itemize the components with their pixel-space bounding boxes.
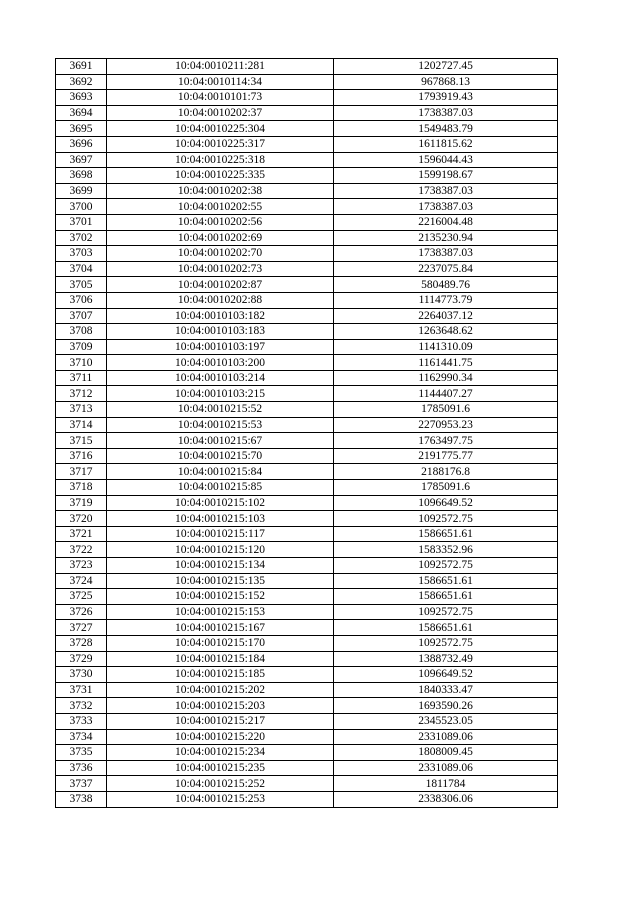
value-cell: 1611815.62 <box>334 136 558 152</box>
cadastral-number-cell: 10:04:0010215:253 <box>107 791 334 807</box>
row-number-cell: 3711 <box>56 370 107 386</box>
table-row <box>56 604 558 620</box>
cadastral-number-cell: 10:04:0010202:55 <box>107 199 334 215</box>
value-cell: 1092572.75 <box>334 511 558 527</box>
value-cell: 1586651.61 <box>334 573 558 589</box>
row-number-cell: 3703 <box>56 246 107 262</box>
row-number-cell: 3696 <box>56 136 107 152</box>
cadastral-number-cell: 10:04:0010215:152 <box>107 589 334 605</box>
row-number-cell: 3723 <box>56 558 107 574</box>
table-row <box>56 308 558 324</box>
table-row <box>56 558 558 574</box>
table-row <box>56 760 558 776</box>
row-number-cell: 3733 <box>56 713 107 729</box>
cadastral-number-cell: 10:04:0010202:38 <box>107 183 334 199</box>
table-row <box>56 573 558 589</box>
row-number-cell: 3712 <box>56 386 107 402</box>
cadastral-number-cell: 10:04:0010215:84 <box>107 464 334 480</box>
table-row <box>56 402 558 418</box>
value-cell: 1793919.43 <box>334 90 558 106</box>
value-cell: 1549483.79 <box>334 121 558 137</box>
value-cell: 1738387.03 <box>334 246 558 262</box>
cadastral-number-cell: 10:04:0010103:200 <box>107 355 334 371</box>
row-number-cell: 3694 <box>56 105 107 121</box>
row-number-cell: 3724 <box>56 573 107 589</box>
value-cell: 2345523.05 <box>334 713 558 729</box>
row-number-cell: 3736 <box>56 760 107 776</box>
cadastral-number-cell: 10:04:0010202:70 <box>107 246 334 262</box>
table-row <box>56 495 558 511</box>
cadastral-number-cell: 10:04:0010215:103 <box>107 511 334 527</box>
cadastral-number-cell: 10:04:0010215:120 <box>107 542 334 558</box>
table-row <box>56 729 558 745</box>
value-cell: 2331089.06 <box>334 760 558 776</box>
table-row <box>56 183 558 199</box>
cadastral-number-cell: 10:04:0010215:85 <box>107 480 334 496</box>
table-row <box>56 370 558 386</box>
cadastral-number-cell: 10:04:0010215:153 <box>107 604 334 620</box>
value-cell: 1738387.03 <box>334 105 558 121</box>
cadastral-number-cell: 10:04:0010215:135 <box>107 573 334 589</box>
row-number-cell: 3701 <box>56 214 107 230</box>
value-cell: 1808009.45 <box>334 745 558 761</box>
value-cell: 1785091.6 <box>334 402 558 418</box>
row-number-cell: 3691 <box>56 59 107 75</box>
cadastral-number-cell: 10:04:0010215:220 <box>107 729 334 745</box>
table-row <box>56 713 558 729</box>
table-row <box>56 292 558 308</box>
table-row <box>56 682 558 698</box>
cadastral-number-cell: 10:04:0010215:52 <box>107 402 334 418</box>
value-cell: 1738387.03 <box>334 199 558 215</box>
cadastral-number-cell: 10:04:0010103:214 <box>107 370 334 386</box>
value-cell: 1599198.67 <box>334 168 558 184</box>
value-cell: 1096649.52 <box>334 495 558 511</box>
value-cell: 1161441.75 <box>334 355 558 371</box>
table-row <box>56 324 558 340</box>
value-cell: 967868.13 <box>334 74 558 90</box>
row-number-cell: 3717 <box>56 464 107 480</box>
row-number-cell: 3715 <box>56 433 107 449</box>
value-cell: 1763497.75 <box>334 433 558 449</box>
row-number-cell: 3732 <box>56 698 107 714</box>
row-number-cell: 3719 <box>56 495 107 511</box>
table-row <box>56 776 558 792</box>
table-row <box>56 620 558 636</box>
table-row <box>56 589 558 605</box>
row-number-cell: 3700 <box>56 199 107 215</box>
value-cell: 1388732.49 <box>334 651 558 667</box>
row-number-cell: 3718 <box>56 480 107 496</box>
value-cell: 1596044.43 <box>334 152 558 168</box>
row-number-cell: 3735 <box>56 745 107 761</box>
cadastral-number-cell: 10:04:0010114:34 <box>107 74 334 90</box>
row-number-cell: 3737 <box>56 776 107 792</box>
row-number-cell: 3706 <box>56 292 107 308</box>
cadastral-number-cell: 10:04:0010215:252 <box>107 776 334 792</box>
value-cell: 1263648.62 <box>334 324 558 340</box>
value-cell: 580489.76 <box>334 277 558 293</box>
cadastral-number-cell: 10:04:0010215:234 <box>107 745 334 761</box>
row-number-cell: 3698 <box>56 168 107 184</box>
cadastral-number-cell: 10:04:0010103:197 <box>107 339 334 355</box>
cadastral-number-cell: 10:04:0010202:69 <box>107 230 334 246</box>
table-row <box>56 214 558 230</box>
cadastral-number-cell: 10:04:0010215:167 <box>107 620 334 636</box>
cadastral-number-cell: 10:04:0010225:335 <box>107 168 334 184</box>
value-cell: 1738387.03 <box>334 183 558 199</box>
row-number-cell: 3699 <box>56 183 107 199</box>
value-cell: 1583352.96 <box>334 542 558 558</box>
row-number-cell: 3720 <box>56 511 107 527</box>
row-number-cell: 3726 <box>56 604 107 620</box>
value-cell: 1785091.6 <box>334 480 558 496</box>
cadastral-number-cell: 10:04:0010225:304 <box>107 121 334 137</box>
value-cell: 1811784 <box>334 776 558 792</box>
cadastral-number-cell: 10:04:0010225:317 <box>107 136 334 152</box>
cadastral-number-cell: 10:04:0010202:73 <box>107 261 334 277</box>
value-cell: 1162990.34 <box>334 370 558 386</box>
cadastral-number-cell: 10:04:0010215:185 <box>107 667 334 683</box>
value-cell: 1840333.47 <box>334 682 558 698</box>
table-row <box>56 105 558 121</box>
row-number-cell: 3725 <box>56 589 107 605</box>
cadastral-number-cell: 10:04:0010215:235 <box>107 760 334 776</box>
table-row <box>56 745 558 761</box>
table-row <box>56 542 558 558</box>
table-row <box>56 74 558 90</box>
cadastral-number-cell: 10:04:0010215:184 <box>107 651 334 667</box>
table-row <box>56 121 558 137</box>
row-number-cell: 3702 <box>56 230 107 246</box>
cadastral-number-cell: 10:04:0010202:88 <box>107 292 334 308</box>
row-number-cell: 3707 <box>56 308 107 324</box>
cadastral-number-cell: 10:04:0010215:203 <box>107 698 334 714</box>
value-cell: 2338306.06 <box>334 791 558 807</box>
value-cell: 2237075.84 <box>334 261 558 277</box>
table-row <box>56 152 558 168</box>
value-cell: 1586651.61 <box>334 589 558 605</box>
cadastral-number-cell: 10:04:0010202:87 <box>107 277 334 293</box>
row-number-cell: 3722 <box>56 542 107 558</box>
table-row <box>56 698 558 714</box>
value-cell: 1092572.75 <box>334 604 558 620</box>
value-cell: 2216004.48 <box>334 214 558 230</box>
cadastral-number-cell: 10:04:0010215:102 <box>107 495 334 511</box>
cadastral-number-cell: 10:04:0010103:183 <box>107 324 334 340</box>
value-cell: 1096649.52 <box>334 667 558 683</box>
value-cell: 1092572.75 <box>334 635 558 651</box>
cadastral-number-cell: 10:04:0010211:281 <box>107 59 334 75</box>
table-row <box>56 433 558 449</box>
row-number-cell: 3705 <box>56 277 107 293</box>
row-number-cell: 3714 <box>56 417 107 433</box>
cadastral-number-cell: 10:04:0010225:318 <box>107 152 334 168</box>
row-number-cell: 3693 <box>56 90 107 106</box>
value-cell: 1092572.75 <box>334 558 558 574</box>
table-row <box>56 277 558 293</box>
table-row <box>56 90 558 106</box>
cadastral-number-cell: 10:04:0010101:73 <box>107 90 334 106</box>
cadastral-number-cell: 10:04:0010202:37 <box>107 105 334 121</box>
table-row <box>56 136 558 152</box>
cadastral-number-cell: 10:04:0010215:53 <box>107 417 334 433</box>
row-number-cell: 3734 <box>56 729 107 745</box>
table-row <box>56 526 558 542</box>
row-number-cell: 3738 <box>56 791 107 807</box>
value-cell: 1586651.61 <box>334 526 558 542</box>
cadastral-number-cell: 10:04:0010215:217 <box>107 713 334 729</box>
table-row <box>56 168 558 184</box>
value-cell: 2264037.12 <box>334 308 558 324</box>
row-number-cell: 3704 <box>56 261 107 277</box>
row-number-cell: 3695 <box>56 121 107 137</box>
table-row <box>56 635 558 651</box>
value-cell: 1586651.61 <box>334 620 558 636</box>
table-row <box>56 386 558 402</box>
value-cell: 2191775.77 <box>334 448 558 464</box>
table-row <box>56 230 558 246</box>
row-number-cell: 3710 <box>56 355 107 371</box>
table-row <box>56 199 558 215</box>
row-number-cell: 3716 <box>56 448 107 464</box>
row-number-cell: 3730 <box>56 667 107 683</box>
value-cell: 2135230.94 <box>334 230 558 246</box>
row-number-cell: 3692 <box>56 74 107 90</box>
table-body <box>56 59 558 808</box>
row-number-cell: 3721 <box>56 526 107 542</box>
cadastral-number-cell: 10:04:0010103:215 <box>107 386 334 402</box>
value-cell: 2331089.06 <box>334 729 558 745</box>
row-number-cell: 3709 <box>56 339 107 355</box>
cadastral-number-cell: 10:04:0010215:70 <box>107 448 334 464</box>
row-number-cell: 3713 <box>56 402 107 418</box>
table-row <box>56 651 558 667</box>
value-cell: 1114773.79 <box>334 292 558 308</box>
cadastral-number-cell: 10:04:0010215:202 <box>107 682 334 698</box>
value-cell: 1693590.26 <box>334 698 558 714</box>
table-row <box>56 339 558 355</box>
table-row <box>56 511 558 527</box>
table-row <box>56 480 558 496</box>
table-row <box>56 261 558 277</box>
value-cell: 1144407.27 <box>334 386 558 402</box>
table-row <box>56 667 558 683</box>
cadastral-number-cell: 10:04:0010202:56 <box>107 214 334 230</box>
cadastral-number-cell: 10:04:0010103:182 <box>107 308 334 324</box>
table-row <box>56 448 558 464</box>
value-cell: 1141310.09 <box>334 339 558 355</box>
cadastral-number-cell: 10:04:0010215:170 <box>107 635 334 651</box>
row-number-cell: 3697 <box>56 152 107 168</box>
table-row <box>56 246 558 262</box>
row-number-cell: 3708 <box>56 324 107 340</box>
table-row <box>56 791 558 807</box>
table-row <box>56 417 558 433</box>
cadastral-number-cell: 10:04:0010215:67 <box>107 433 334 449</box>
row-number-cell: 3728 <box>56 635 107 651</box>
cadastral-number-cell: 10:04:0010215:134 <box>107 558 334 574</box>
value-cell: 2188176.8 <box>334 464 558 480</box>
value-cell: 2270953.23 <box>334 417 558 433</box>
data-table <box>55 58 558 808</box>
row-number-cell: 3729 <box>56 651 107 667</box>
value-cell: 1202727.45 <box>334 59 558 75</box>
cadastral-number-cell: 10:04:0010215:117 <box>107 526 334 542</box>
table-row <box>56 59 558 75</box>
table-row <box>56 355 558 371</box>
table-row <box>56 464 558 480</box>
row-number-cell: 3731 <box>56 682 107 698</box>
row-number-cell: 3727 <box>56 620 107 636</box>
